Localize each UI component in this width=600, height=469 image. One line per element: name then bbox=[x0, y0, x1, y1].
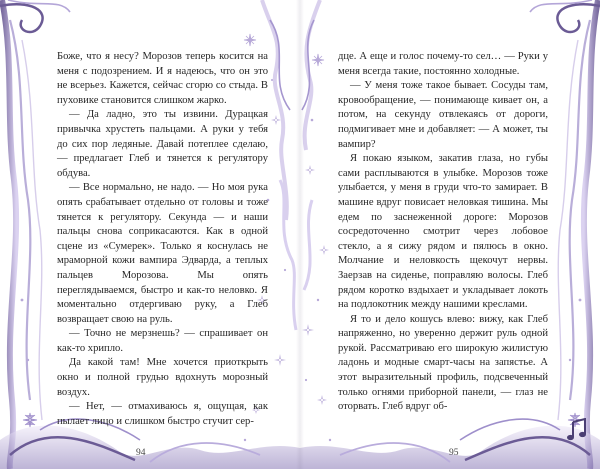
paragraph: Боже, что я несу? Морозов теперь косится на меня с подозрением. И я надеюсь, что он это не всерьез. Кажется, сейчас сгорю со стыда. В пуховике становится слишком жарко. bbox=[57, 51, 268, 106]
paragraph: — У меня тоже такое бывает. Сосуды там, кровообращение, — понимающе кивает он, а потом, на секунду отвлекаясь от дороги, подмигивает мне и добавляет: — А может, ты вампир? bbox=[338, 80, 548, 150]
music-note-icon bbox=[566, 418, 588, 442]
page-number: 95 bbox=[449, 448, 459, 458]
paragraph: — Все нормально, не надо. — Но моя рука опять срабатывает отдельно от головы и тоже тянется к регулятору. Секунда — и наши пальцы снова соприкасаются. Как в одной сцене из «Сумерек». Только я коснулась не мраморной кожи вампира Эдварда, а теплых пальцев Морозова. Мы опять переглядываемся, быстро и как-то неловко. Я моментально отдергиваю руку, а Глеб возвращает свою на руль. bbox=[57, 182, 268, 325]
book-gutter bbox=[296, 0, 304, 469]
paragraph: — Точно не мерзнешь? — спрашивает он как-то хрипло. bbox=[57, 328, 268, 354]
paragraph: Я то и дело кошусь влево: вижу, как Глеб напряженно, но уверенно держит руль одной рукой. Рассматриваю его широкую жилистую ладонь и модные смарт-часы на запястье. А этот выразительный профиль, подсвеченный только огнями приборной панели, — глаз не оторвать. Глеб вдруг об- bbox=[338, 313, 548, 413]
right-page-text bbox=[338, 50, 548, 415]
paragraph: дце. А еще и голос почему-то сел… — Руки у меня всегда такие, постоянно холодные. bbox=[338, 51, 548, 77]
paragraph: Я покаю языком, закатив глаза, но губы сами расплываются в улыбке. Морозов тоже улыбается, у меня в груди что-то замирает. В машине вдруг повисает неловкая тишина. Мы едем по заснеженной дороге: Морозов сосредоточенно смотрит через лобовое стекло, а я сижу рядом и пялюсь в окно. Молчание и неловкость щекочут нервы. Заерзав на сиденье, поправляю волосы. Глеб рядом коротко вздыхает и укладывает локоть на подлокотник между нашими креслами. bbox=[338, 153, 548, 311]
right-page bbox=[300, 0, 600, 469]
paragraph: Да какой там! Мне хочется приоткрыть окно и полной грудью вдохнуть морозный воздух. bbox=[57, 357, 268, 398]
page-number: 94 bbox=[136, 448, 146, 458]
paragraph: — Да ладно, это ты извини. Дурацкая привычка хрустеть пальцами. А руки у тебя до сих пор ледяные. Давай потеплее сделаю, — предлагает Глеб и тянется к регулятору обдува. bbox=[57, 109, 268, 179]
left-page-text bbox=[57, 50, 268, 429]
paragraph: — Нет, — отмахиваюсь я, ощущая, как пылает лицо и слишком быстро стучит сер- bbox=[57, 401, 268, 427]
